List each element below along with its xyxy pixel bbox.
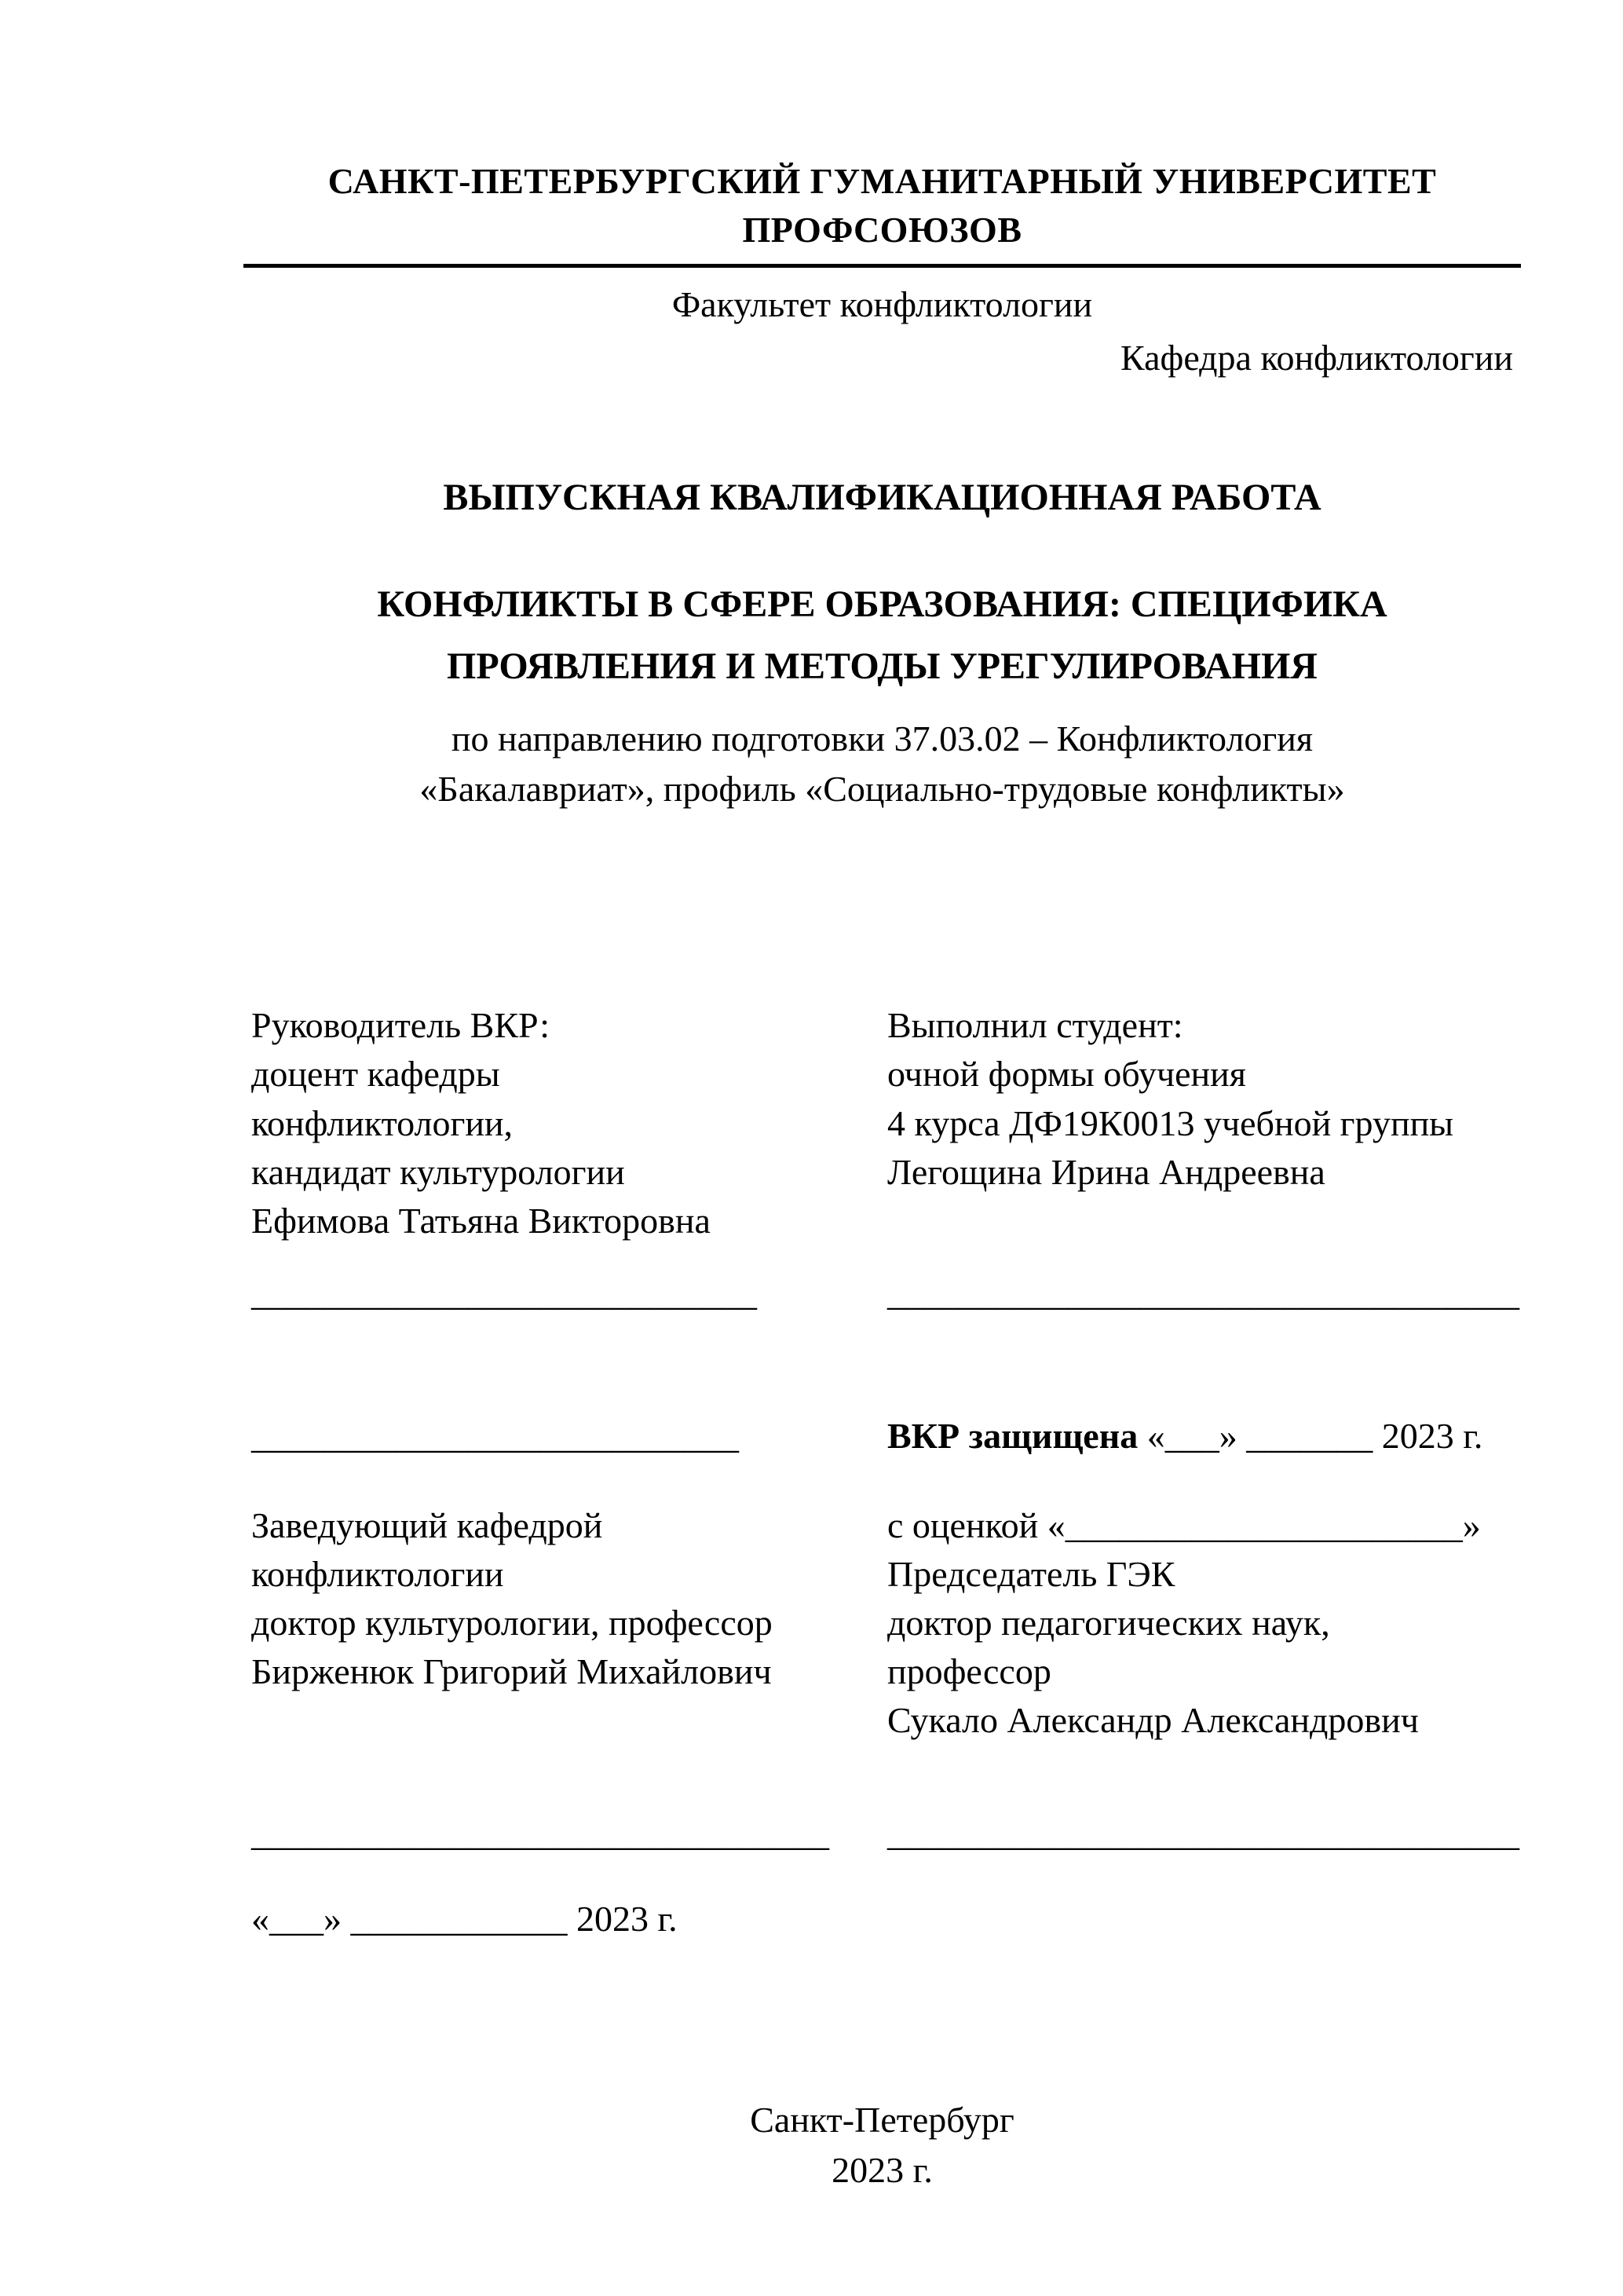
department-head-name: Бирженюк Григорий Михайлович xyxy=(251,1651,772,1692)
chair-name: Сукало Александр Александрович xyxy=(887,1700,1419,1741)
chair-line3: профессор xyxy=(887,1651,1051,1692)
chair-line1: Председатель ГЭК xyxy=(887,1554,1175,1595)
thesis-title-line1: КОНФЛИКТЫ В СФЕРЕ ОБРАЗОВАНИЯ: СПЕЦИФИКА xyxy=(377,583,1387,626)
supervisor-signature-line: ____________________________ xyxy=(251,1272,757,1313)
date-blank-line: «___» ____________ 2023 г. xyxy=(251,1898,678,1939)
defense-statement-label: ВКР защищена xyxy=(887,1415,1139,1456)
supervisor-block xyxy=(251,1001,887,1245)
grade-blank-line: с оценкой «______________________» xyxy=(887,1504,1481,1545)
student-info-line2: 4 курса ДФ19К0013 учебной группы xyxy=(887,1102,1454,1143)
defense-statement xyxy=(887,1412,1513,1461)
footer-city: Санкт-Петербург xyxy=(750,2099,1014,2140)
grade-chair-block xyxy=(887,1501,1513,1745)
university-name: САНКТ-ПЕТЕРБУРГСКИЙ ГУМАНИТАРНЫЙ УНИВЕРСИТЕТ ПРОФСОЮЗОВ xyxy=(327,161,1437,250)
department-head-signature-line: ________________________________ xyxy=(251,1813,829,1854)
student-heading: Выполнил студент: xyxy=(887,1005,1183,1046)
program-info xyxy=(251,714,1513,815)
thesis-title-line2: ПРОЯВЛЕНИЯ И МЕТОДЫ УРЕГУЛИРОВАНИЯ xyxy=(447,645,1318,688)
student-info-line1: очной формы обучения xyxy=(887,1054,1246,1095)
signature-row-2 xyxy=(251,1412,1513,1461)
department-head-line1: Заведующий кафедрой xyxy=(251,1504,603,1545)
thesis-title xyxy=(251,573,1513,697)
supervisor-heading: Руководитель ВКР: xyxy=(251,1005,550,1046)
program-line1: по направлению подготовки 37.03.02 – Конфликтология xyxy=(451,718,1314,759)
faculty-name: Факультет конфликтологии xyxy=(671,284,1093,325)
chair-line2: доктор педагогических наук, xyxy=(887,1603,1330,1643)
department-head-line3: доктор культурологии, профессор xyxy=(251,1603,773,1643)
work-type-heading: ВЫПУСКНАЯ КВАЛИФИКАЦИОННАЯ РАБОТА xyxy=(443,477,1321,519)
defense-date-blank: «___» _______ 2023 г. xyxy=(1138,1415,1483,1456)
department-name: Кафедра конфликтологии xyxy=(1120,338,1513,378)
program-line2: «Бакалавриат», профиль «Социально-трудовые конфликты» xyxy=(419,768,1345,809)
officials-row xyxy=(251,1501,1513,1745)
people-row xyxy=(251,1001,1513,1245)
supervisor-second-signature-line: ___________________________ xyxy=(251,1415,739,1456)
department-head-line2: конфликтологии xyxy=(251,1554,504,1595)
supervisor-position-line3: кандидат культурологии xyxy=(251,1151,625,1192)
supervisor-position-line2: конфликтологии, xyxy=(251,1102,514,1143)
date-row xyxy=(251,1895,1513,1943)
student-block xyxy=(887,1001,1513,1196)
signature-row-3 xyxy=(251,1809,1519,1858)
chair-signature-line: ___________________________________ xyxy=(887,1813,1519,1854)
footer xyxy=(251,2095,1513,2196)
signature-row-1 xyxy=(251,1269,1519,1318)
footer-year: 2023 г. xyxy=(832,2150,933,2191)
student-signature-line: ___________________________________ xyxy=(887,1272,1519,1313)
supervisor-position-line1: доцент кафедры xyxy=(251,1054,500,1095)
department-head-block xyxy=(251,1501,887,1696)
student-name: Легощина Ирина Андреевна xyxy=(887,1151,1325,1192)
header-divider xyxy=(243,264,1521,268)
supervisor-name: Ефимова Татьяна Викторовна xyxy=(251,1200,711,1241)
